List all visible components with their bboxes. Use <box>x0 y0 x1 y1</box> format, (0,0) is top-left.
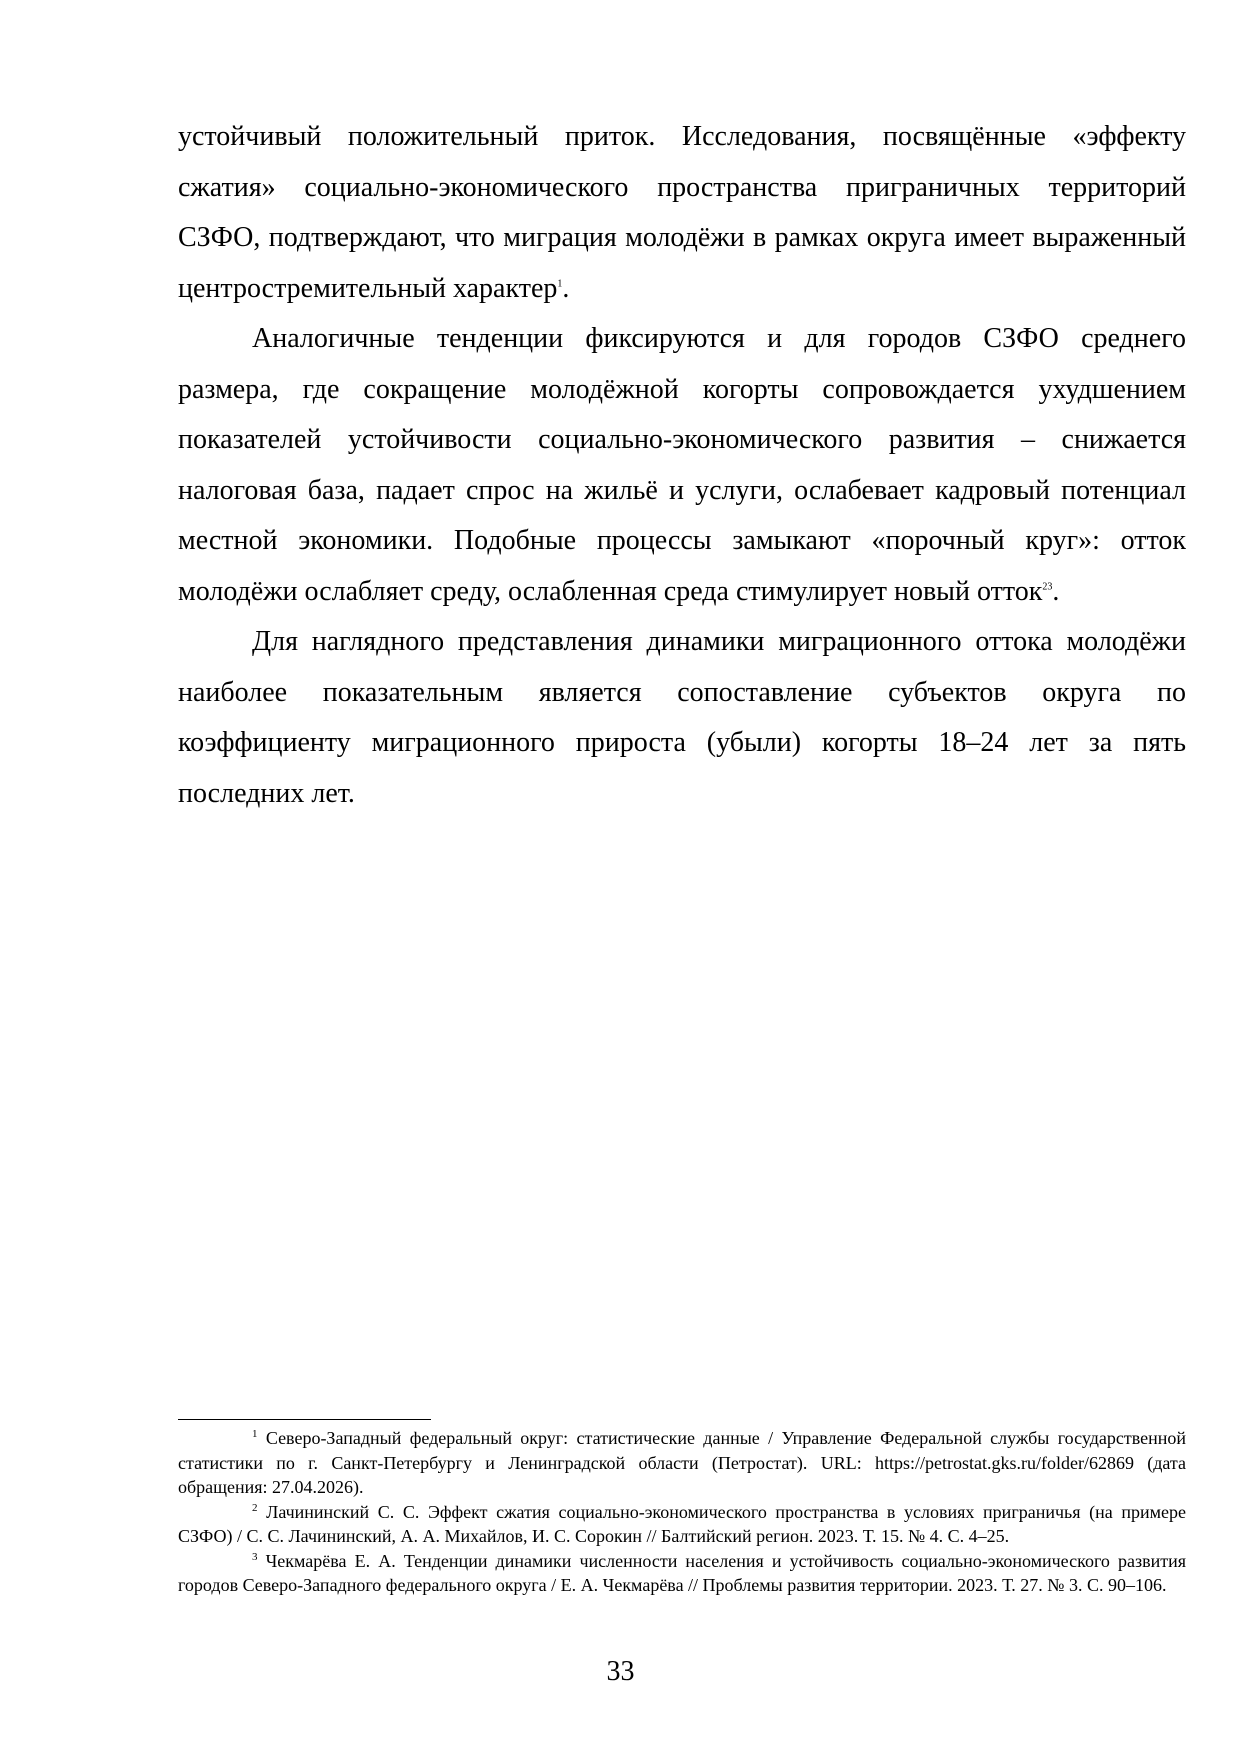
paragraph-2-text: Аналогичные тенденции фиксируются и для городов СЗФО среднего размера, где сокращение молодёжной когорты сопровождается ухудшением показателей устойчивости социально-экономического развития – снижается налоговая база, падает спрос на жильё и услуги, ослабевает кадровый потенциал местной экономики. Подобные процессы замыкают «порочный круг»: отток молодёжи ослабляет среду, ослабленная среда стимулирует новый отток <box>178 323 1186 607</box>
paragraph-3 <box>178 617 1186 819</box>
footnote-1-text: Северо-Западный федеральный округ: статистические данные / Управление Федеральной службы государственной статистики по г. Санкт-Петербургу и Ленинградской области (Петростат). URL: https://petrostat.gks.ru/folder/62869 (дата обращения: 27.04.2026). <box>178 1428 1186 1497</box>
footnotes <box>178 1426 1186 1598</box>
paragraph-2 <box>178 314 1186 617</box>
footnote-2-mark: 2 <box>252 1501 258 1514</box>
footnote-3-mark: 3 <box>252 1550 258 1563</box>
paragraph-1 <box>178 112 1186 314</box>
footnote-reference-1[interactable]: 1 <box>557 278 563 290</box>
footnote-1 <box>178 1426 1186 1500</box>
page-number: 33 <box>606 1656 635 1687</box>
footnote-2 <box>178 1500 1186 1549</box>
footnote-reference-23[interactable]: 23 <box>1042 581 1053 593</box>
footnote-3 <box>178 1549 1186 1598</box>
paragraph-2-end: . <box>1052 575 1060 607</box>
footnote-separator <box>178 1419 431 1420</box>
footnote-2-text: Лачининский С. С. Эффект сжатия социально-экономического пространства в условиях приграничья (на примере СЗФО) / С. С. Лачининский, А. А. Михайлов, И. С. Сорокин // Балтийский регион. 2023. Т. 15. № 4. С. 4–25. <box>178 1501 1186 1546</box>
footnote-1-mark: 1 <box>252 1428 258 1440</box>
paragraph-1-text: устойчивый положительный приток. Исследования, посвящённые «эффекту сжатия» социально-экономического пространства приграничных территорий СЗФО, подтверждают, что миграция молодёжи в рамках округа имеет выраженный центростремительный характер <box>178 121 1186 304</box>
footnote-3-text: Чекмарёва Е. А. Тенденции динамики численности населения и устойчивость социально-экономического развития городов Северо-Западного федерального округа / Е. А. Чекмарёва // Проблемы развития территории. 2023. Т. 27. № 3. С. 90–106. <box>178 1550 1186 1595</box>
body-text <box>178 112 1186 819</box>
paragraph-1-end: . <box>562 272 570 304</box>
paragraph-3-text: Для наглядного представления динамики миграционного оттока молодёжи наиболее показательным является сопоставление субъектов округа по коэффициенту миграционного прироста (убыли) когорты 18–24 лет за пять последних лет. <box>178 626 1186 809</box>
